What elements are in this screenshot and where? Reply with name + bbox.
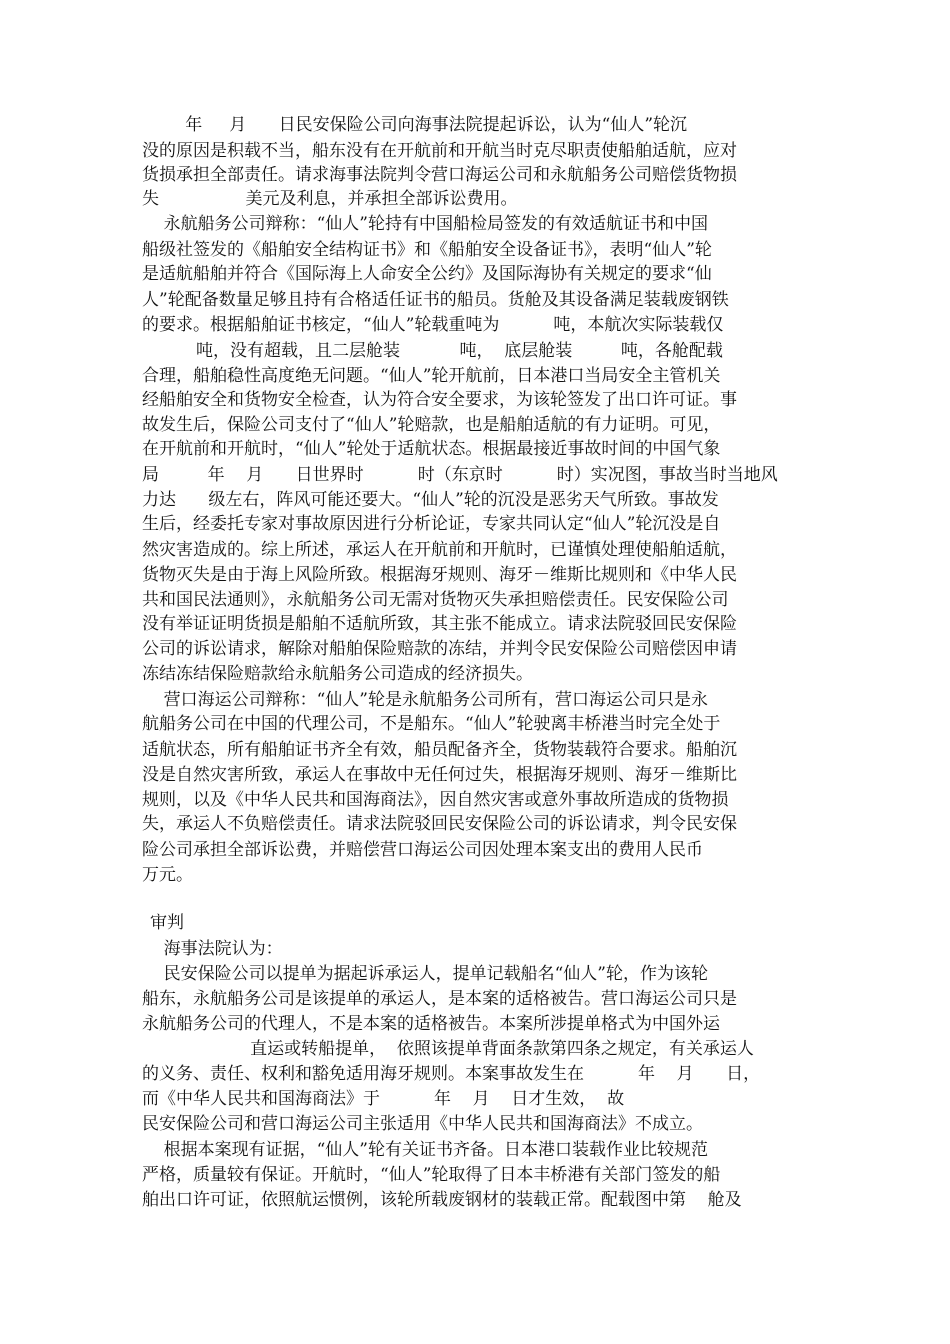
text-line: 的义务、责任、权利和豁免适用海牙规则。本案事故发生在 年 月 日， <box>142 1064 761 1084</box>
text-line: 险公司承担全部诉讼费，并赔偿营口海运公司因处理本案支出的费用人民币 <box>142 840 703 860</box>
text-line: 船级社签发的《船舶安全结构证书》和《船舶安全设备证书》，表明“仙人”轮 <box>142 240 712 260</box>
text-line: 永航船务公司的代理人，不是本案的适格被告。本案所涉提单格式为中国外运 <box>142 1014 720 1034</box>
text-line: 的要求。根据船舶证书核定，“仙人”轮载重吨为 吨，本航次实际装载仅 <box>142 315 724 335</box>
text-line: 经船舶安全和货物安全检查，认为符合安全要求，为该轮签发了出口许可证。事 <box>142 390 737 410</box>
paragraph-start: 民安保险公司以提单为据起诉承运人，提单记载船名“仙人”轮，作为该轮 <box>142 964 708 984</box>
text-line: 是适航船舶并符合《国际海上人命安全公约》及国际海协有关规定的要求“仙 <box>142 264 712 284</box>
text-line: 冻结冻结保险赔款给永航船务公司造成的经济损失。 <box>142 664 533 684</box>
text-line: 合理，船舶稳性高度绝无问题。“仙人”轮开航前，日本港口当局安全主管机关 <box>142 366 721 386</box>
text-line: 货损承担全部责任。请求海事法院判令营口海运公司和永航船务公司赔偿货物损 <box>142 165 737 185</box>
text-line: 人”轮配备数量足够且持有合格适任证书的船员。货舱及其设备满足装载废钢铁 <box>142 290 729 310</box>
text-line: 直运或转船提单， 依照该提单背面条款第四条之规定，有关承运人 <box>142 1039 754 1059</box>
text-line: 舶出口许可证，依照航运惯例，该轮所载废钢材的装载正常。配载图中第 舱及 <box>142 1190 742 1210</box>
paragraph-start: 根据本案现有证据，“仙人”轮有关证书齐备。日本港口装载作业比较规范 <box>142 1140 708 1160</box>
text-line: 货物灭失是由于海上风险所致。根据海牙规则、海牙－维斯比规则和《中华人民 <box>142 565 737 585</box>
text-line: 吨，没有超载，且二层舱装 吨， 底层舱装 吨，各舱配载 <box>142 341 723 361</box>
text-line: 没是自然灾害所致，承运人在事故中无任何过失，根据海牙规则、海牙－维斯比 <box>142 765 737 785</box>
text-line: 船东，永航船务公司是该提单的承运人，是本案的适格被告。营口海运公司只是 <box>142 989 737 1009</box>
text-line: 局 年 月 日世界时 时（东京时 时）实况图，事故当时当地风 <box>142 465 778 485</box>
paragraph-start: 营口海运公司辩称：“仙人”轮是永航船务公司所有，营口海运公司只是永 <box>142 690 708 710</box>
text-line: 民安保险公司和营口海运公司主张适用《中华人民共和国海商法》不成立。 <box>142 1114 703 1134</box>
text-line: 而《中华人民共和国海商法》于 年 月 日才生效， 故 <box>142 1089 625 1109</box>
text-line: 公司的诉讼请求，解除对船舶保险赔款的冻结，并判令民安保险公司赔偿因申请 <box>142 639 737 659</box>
text-line: 年 月 日民安保险公司向海事法院提起诉讼，认为“仙人”轮沉 <box>142 115 688 135</box>
text-line: 没的原因是积载不当，船东没有在开航前和开航当时克尽职责使船舶适航，应对 <box>142 141 737 161</box>
text-line: 规则，以及《中华人民共和国海商法》，因自然灾害或意外事故所造成的货物损 <box>142 790 729 810</box>
text-line: 失，承运人不负赔偿责任。请求法院驳回民安保险公司的诉讼请求，判令民安保 <box>142 814 737 834</box>
text-line: 严格，质量较有保证。开航时，“仙人”轮取得了日本丰桥港有关部门签发的船 <box>142 1165 721 1185</box>
text-line: 力达 级左右，阵风可能还要大。“仙人”轮的沉没是恶劣天气所致。事故发 <box>142 490 719 510</box>
section-heading: 审判 <box>150 913 184 933</box>
text-line: 故发生后，保险公司支付了“仙人”轮赔款，也是船舶适航的有力证明。可见， <box>142 415 721 435</box>
text-line: 在开航前和开航时，“仙人”轮处于适航状态。根据最接近事故时间的中国气象 <box>142 439 721 459</box>
text-line: 然灾害造成的。综上所述，承运人在开航前和开航时，已谨慎处理使船舶适航， <box>142 540 737 560</box>
text-line: 没有举证证明货损是船舶不适航所致，其主张不能成立。请求法院驳回民安保险 <box>142 614 737 634</box>
text-line: 失 美元及利息，并承担全部诉讼费用。 <box>142 189 518 209</box>
paragraph-start: 海事法院认为： <box>142 939 283 959</box>
text-line: 航船务公司在中国的代理公司，不是船东。“仙人”轮驶离丰桥港当时完全处于 <box>142 714 721 734</box>
paragraph-start: 永航船务公司辩称：“仙人”轮持有中国船检局签发的有效适航证书和中国 <box>142 214 708 234</box>
text-line: 适航状态，所有船舶证书齐全有效，船员配备齐全，货物装载符合要求。船舶沉 <box>142 740 737 760</box>
text-line: 万元。 <box>142 865 193 885</box>
text-line: 共和国民法通则》，永航船务公司无需对货物灭失承担赔偿责任。民安保险公司 <box>142 590 729 610</box>
text-line: 生后，经委托专家对事故原因进行分析论证，专家共同认定“仙人”轮沉没是自 <box>142 514 721 534</box>
